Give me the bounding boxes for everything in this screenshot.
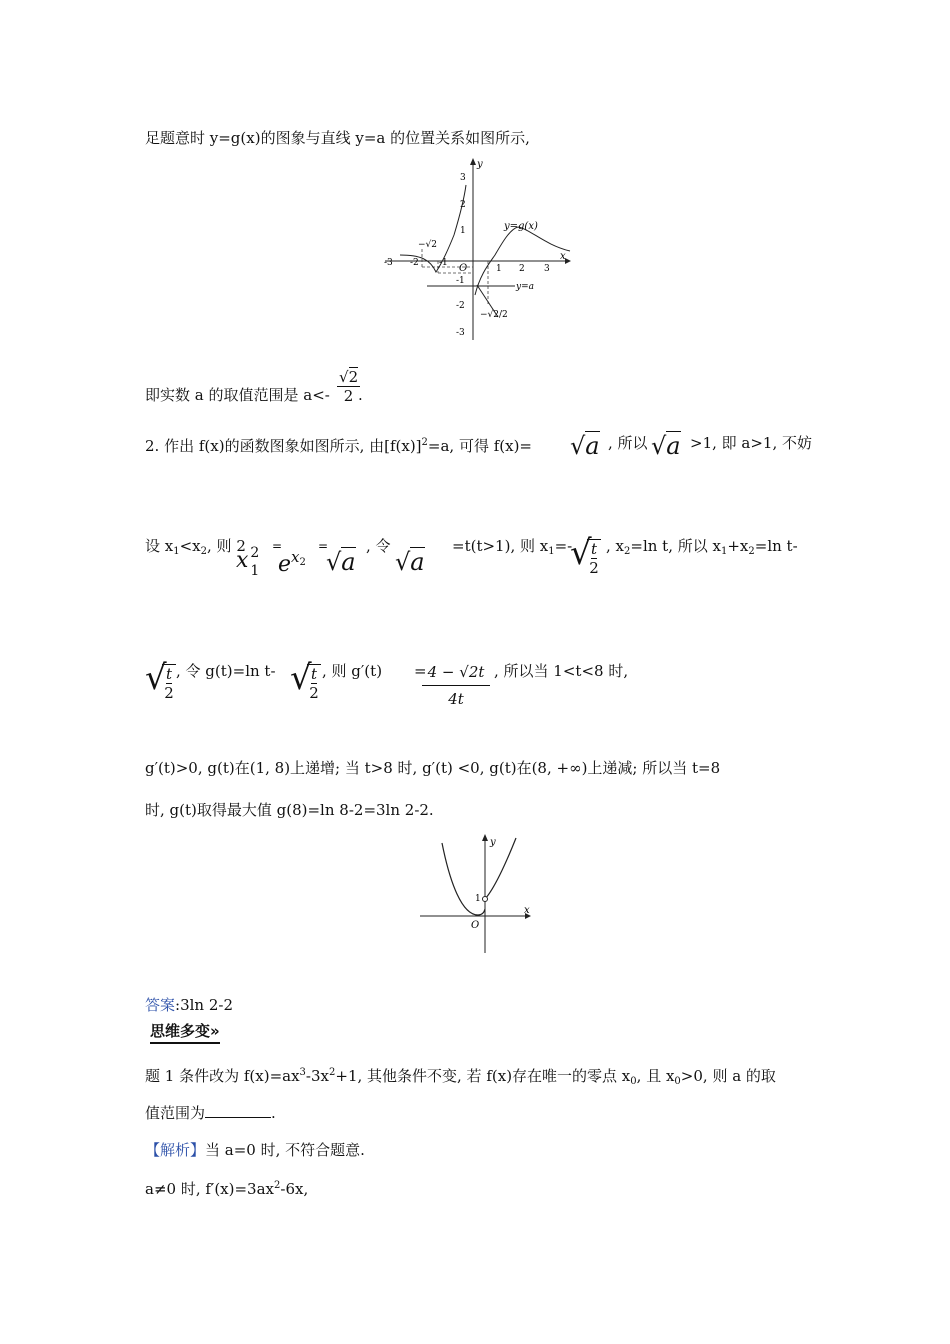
line2-suffix: . xyxy=(358,386,363,404)
text-line-1: 足题意时 y=g(x)的图象与直线 y=a 的位置关系如图所示, xyxy=(145,129,530,147)
para2-line1-a: 2. 作出 f(x)的函数图象如图所示, 由$[f(x)]^2=a$, 可得 f(x)= xyxy=(145,437,533,455)
graph1-y-label: y xyxy=(477,159,483,170)
analysis-label: 【解析】 xyxy=(145,1141,206,1159)
para2-line2-e: =t(t>1), 则 $x_1=-$ xyxy=(452,537,573,557)
graph1-xtick: -3 xyxy=(384,258,393,268)
eq-sign-1: = xyxy=(272,539,283,553)
graph1-ytick: 1 xyxy=(460,226,466,236)
graph2-origin: O xyxy=(471,920,480,931)
graph2-tick: 1 xyxy=(475,894,481,904)
sqrt-a-4: √a xyxy=(395,548,425,576)
graph1-curve-label: y=g(x) xyxy=(504,221,538,232)
graph1-origin: O xyxy=(459,263,468,274)
answer-line: 答案:3ln 2-2 xyxy=(145,996,233,1014)
section-title-think-variations: 思维多变» xyxy=(150,1021,220,1044)
graph1-x-label: x xyxy=(560,251,566,262)
graph1-neg-sqrt2-over-2: −√2/2 xyxy=(480,310,508,320)
para2-line3-a: , 令 g(t)=ln t- xyxy=(176,662,276,680)
answer-label: 答案 xyxy=(145,996,176,1014)
graph1-xtick: -1 xyxy=(439,258,448,268)
graph2-x-label: x xyxy=(524,905,530,916)
para2-line2-g: , $x_2=\ln$ t, 所以 $x_1+x_2=\ln$ t- xyxy=(606,537,798,557)
variation-question-line1: 题 1 条件改为 $f(x)=ax^3-3x^2+1$, 其他条件不变, 若 f(x)存在唯一的零点 $x_0$, 且 $x_0>0$, 则 a 的取 xyxy=(145,1067,776,1087)
graph1-ytick: -2 xyxy=(456,301,465,311)
analysis-line: 【解析】当 a=0 时, 不符合题意. xyxy=(145,1141,365,1159)
sqrt-a-2: √a xyxy=(651,432,681,460)
variation-question-line2: 值范围为 . xyxy=(145,1104,276,1122)
para2-line5: 时, g(t)取得最大值 g(8)=ln 8-2=3ln 2-2. xyxy=(145,801,434,819)
e-power-x2: $e^{x2}$ xyxy=(278,548,306,577)
para2-line3-b: , 则 g′(t) xyxy=(322,662,383,680)
graph1-xtick: 3 xyxy=(544,264,550,274)
para2-line3-c: , 所以当 1<t<8 时, xyxy=(494,662,629,680)
derivative-fraction: 4 − √2t 4t xyxy=(422,663,490,708)
graph1-ytick: -3 xyxy=(456,328,465,338)
para2-line2-a: 设 $x_1<x_2$, 则 2 xyxy=(145,537,246,557)
graph1-line-label: y=a xyxy=(516,282,534,292)
analysis-line-2: a≠0 时, $f'(x)=3ax^2-6x$, xyxy=(145,1180,309,1198)
graph2-y-label: y xyxy=(490,837,496,848)
graph1-ytick: 3 xyxy=(460,173,466,183)
sqrt-a-1: √a xyxy=(570,432,600,460)
para2-line2-d: , 令 xyxy=(366,537,391,555)
fraction-sqrt2-over-2: √2 2 xyxy=(339,368,359,405)
graph1-xtick: -2 xyxy=(410,258,419,268)
eq-sign-2: = xyxy=(318,539,329,553)
para2-line3-eq: = xyxy=(414,662,427,680)
graph1-neg-sqrt2: −√2 xyxy=(418,240,438,250)
text-line-2: 即实数 a 的取值范围是 a<- xyxy=(145,386,330,404)
x1-squared: x 2 1 xyxy=(236,545,260,579)
answer-blank xyxy=(205,1103,271,1118)
para2-line4: g′(t)>0, g(t)在(1, 8)上递增; 当 t>8 时, g′(t) <0, g(t)在(8, +∞)上递减; 所以当 t=8 xyxy=(145,759,721,777)
para2-line1-d: >1, 即 a>1, 不妨 xyxy=(690,434,813,452)
graph-parabola xyxy=(418,833,534,955)
para2-line1-c: , 所以 xyxy=(608,434,648,452)
graph1-xtick: 2 xyxy=(519,264,525,274)
graph1-ytick: 2 xyxy=(460,200,466,210)
sqrt-a-3: √a xyxy=(326,548,356,576)
graph-g-of-x xyxy=(380,155,580,345)
graph1-ytick: -1 xyxy=(456,276,465,286)
graph1-xtick: 1 xyxy=(496,264,502,274)
